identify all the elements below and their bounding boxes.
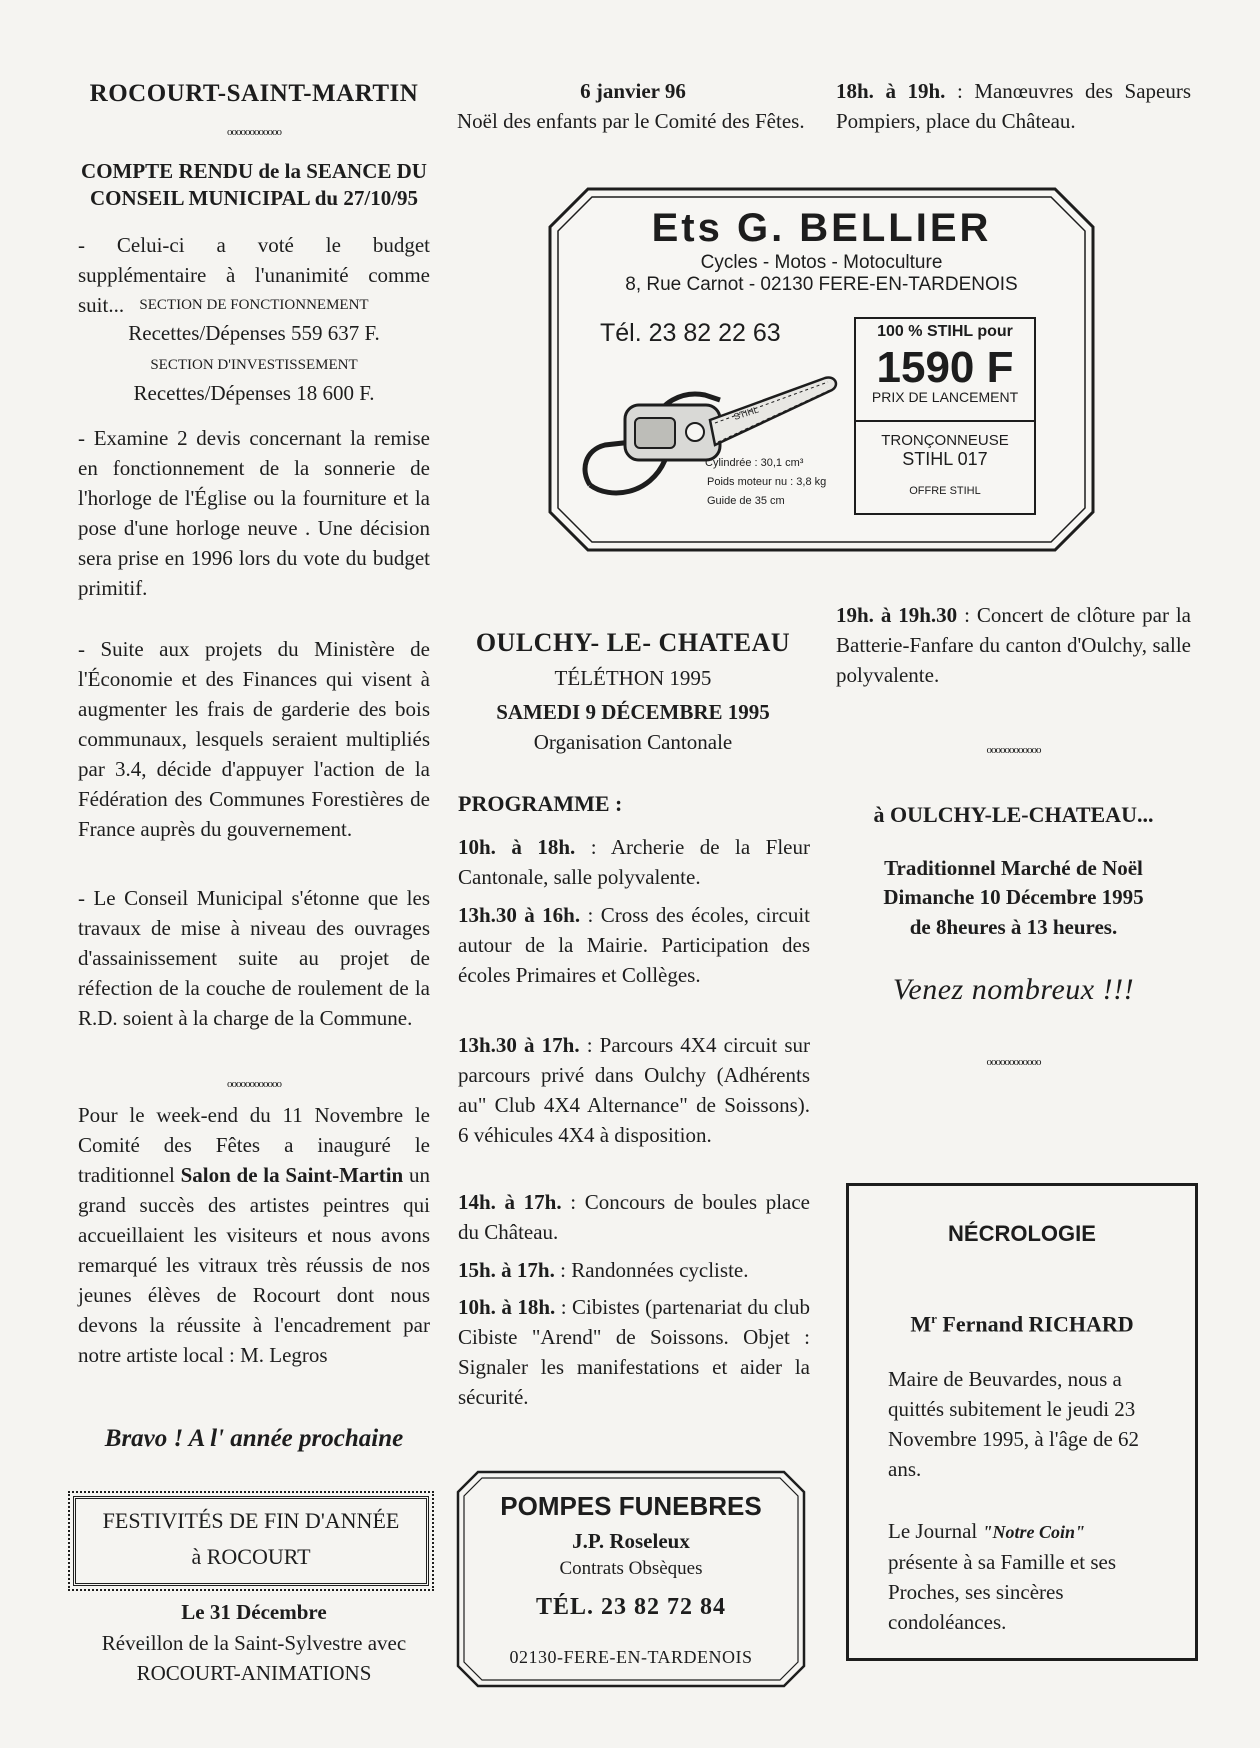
stihl-divider xyxy=(856,420,1034,422)
organisation-cantonale: Organisation Cantonale xyxy=(533,730,733,754)
bravo-line: Bravo ! A l' année prochaine xyxy=(104,1425,404,1452)
spec-cylindree: Cylindrée : 30,1 cm³ xyxy=(705,457,804,469)
bellier-activity: Cycles - Motos - Motoculture xyxy=(700,252,943,273)
section-fonctionnement-label: SECTION DE FONCTIONNEMENT xyxy=(139,297,369,313)
compte-rendu-heading-2: CONSEIL MUNICIPAL du 27/10/95 xyxy=(89,186,419,210)
oulchy-title: OULCHY- LE- CHATEAU xyxy=(475,628,791,657)
programme-item: 10h. à 18h. : Archerie de la Fleur Cantonale, salle polyvalente. xyxy=(458,835,810,889)
pompes-contrats: Contrats Obsèques xyxy=(559,1558,703,1579)
programme-heading: PROGRAMME : xyxy=(458,791,623,816)
section-fonctionnement-value: Recettes/Dépenses 559 637 F. xyxy=(128,321,380,345)
ornament-divider: oooooooooooo xyxy=(227,126,281,138)
pompes-city: 02130-FERE-EN-TARDENOIS xyxy=(509,1647,753,1667)
ornament-divider-4: oooooooooooo xyxy=(986,1056,1041,1068)
marche-line-1: Traditionnel Marché de Noël xyxy=(884,856,1143,880)
bellier-address: 8, Rue Carnot - 02130 FERE-EN-TARDENOIS xyxy=(625,274,1018,295)
programme-item: 10h. à 18h. : Cibistes (partenariat du club Cibiste "Arend" de Soissons. Objet : Signaler les manifestations et aider la sécurité. xyxy=(458,1295,811,1409)
ornament-divider-2: oooooooooooo xyxy=(227,1078,281,1090)
bellier-name: Ets G. BELLIER xyxy=(651,206,992,250)
programme-item: 15h. à 17h. : Randonnées cycliste. xyxy=(458,1258,749,1282)
stihl-price: 1590 F xyxy=(876,343,1014,392)
pompes-name: J.P. Roseleux xyxy=(572,1529,690,1553)
necrologie-journal: Le Journal "Notre Coin" présente à sa Famille et ses Proches, ses sincères condoléances. xyxy=(888,1519,1117,1634)
tronconneuse-label: TRONÇONNEUSE xyxy=(881,432,1009,449)
stihl-model: STIHL 017 xyxy=(902,449,988,469)
telethon-label: TÉLÉTHON 1995 xyxy=(554,666,712,690)
spec-poids: Poids moteur nu : 3,8 kg xyxy=(707,476,827,488)
pompes-title: POMPES FUNEBRES xyxy=(500,1491,762,1521)
janvier-date: 6 janvier 96 xyxy=(580,79,686,103)
stihl-promo-line: 100 % STIHL pour xyxy=(877,323,1013,340)
venez-nombreux: Venez nombreux !!! xyxy=(892,973,1135,1006)
chainsaw-brand-label: STIHL xyxy=(732,404,760,422)
marche-line-3: de 8heures à 13 heures. xyxy=(909,915,1118,939)
date-31-decembre: Le 31 Décembre xyxy=(181,1600,327,1624)
paragraph-salon: Pour le week-end du 11 Novembre le Comité des Fêtes a inauguré le traditionnel Salon de la Saint-Martin un grand succès des artistes peintres qui accueillaient les visiteurs et nous avons remarqué les vitraux très réussis de nos jeunes élèves de Rocourt dont nous devons la réussite à l'encadrement par notre artiste local : M. Legros xyxy=(78,1103,430,1367)
programme-item: 13h.30 à 17h. : Parcours 4X4 circuit sur parcours privé dans Oulchy (Adhérents au" Club 4X4 Alternance" de Soissons). 6 véhicules 4X4 à disposition. xyxy=(458,1033,810,1147)
ornament-divider-3: oooooooooooo xyxy=(986,744,1041,756)
pompes-phone: TÉL. 23 82 72 84 xyxy=(535,1594,727,1620)
festivites-title: FESTIVITÉS DE FIN D'ANNÉE xyxy=(102,1508,400,1533)
necrologie-name: $M^r$ Fernand RICHARD xyxy=(910,1311,1134,1337)
samedi-date: SAMEDI 9 DÉCEMBRE 1995 xyxy=(496,700,770,724)
offre-stihl: OFFRE STIHL xyxy=(909,485,981,497)
necrologie-text: Maire de Beuvardes, nous a quittés subitement le jeudi 23 Novembre 1995, à l'âge de 62 ans. xyxy=(888,1367,1140,1481)
reveillon-line: Réveillon de la Saint-Sylvestre avec xyxy=(101,1631,407,1655)
paragraph-assainissement: - Le Conseil Municipal s'étonne que les travaux de mise à niveau des ouvrages d'assainissement suite au projet de réfection de la couche de roulement de la R.D. soient à la charge de la Commune. xyxy=(78,886,430,1030)
section-investissement-value: Recettes/Dépenses 18 600 F. xyxy=(133,381,375,405)
rocourt-title: ROCOURT-SAINT-MARTIN xyxy=(89,80,419,107)
stihl-launch-price: PRIX DE LANCEMENT xyxy=(871,389,1019,405)
compte-rendu-heading-1: COMPTE RENDU de la SEANCE DU xyxy=(81,159,427,183)
bellier-phone: Tél. 23 82 22 63 xyxy=(600,319,781,347)
programme-item: 14h. à 17h. : Concours de boules place du Château. xyxy=(458,1190,810,1244)
marche-heading: à OULCHY-LE-CHATEAU... xyxy=(873,802,1154,827)
spec-guide: Guide de 35 cm xyxy=(707,495,785,507)
necrologie-title: NÉCROLOGIE xyxy=(948,1221,1096,1246)
noel-enfants: Noël des enfants par le Comité des Fêtes. xyxy=(457,109,805,133)
programme-item: 13h.30 à 16h. : Cross des écoles, circuit autour de la Mairie. Participation des écoles Primaires et Collèges. xyxy=(458,903,811,987)
paragraph-budget: - Celui-ci a voté le budget supplémentaire à l'unanimité comme suit... xyxy=(78,233,430,317)
marche-line-2: Dimanche 10 Décembre 1995 xyxy=(883,885,1144,909)
festivites-sub: à ROCOURT xyxy=(191,1544,311,1569)
manoeuvres-pompiers: 18h. à 19h. : Manœuvres des Sapeurs Pompiers, place du Château. xyxy=(836,79,1191,133)
rocourt-animations: ROCOURT-ANIMATIONS xyxy=(136,1661,372,1685)
concert-cloture: 19h. à 19h.30 : Concert de clôture par la Batterie-Fanfare du canton d'Oulchy, salle polyvalente. xyxy=(836,603,1192,687)
paragraph-horloge: - Examine 2 devis concernant la remise en fonctionnement de la sonnerie de l'horloge de l'Église ou la fourniture et la pose d'une horloge neuve . Une décision sera prise en 1996 lors du vote du budget primitif. xyxy=(78,426,430,600)
paragraph-ministere: - Suite aux projets du Ministère de l'Économie et des Finances qui visent à augmenter les frais de garderie des bois communaux, lesquels seraient multipliés par 3.4, décide d'appuyer l'action de la Fédération des Communes Forestières de France auprès du gouvernement. xyxy=(78,637,430,841)
section-investissement-label: SECTION D'INVESTISSEMENT xyxy=(150,357,358,373)
